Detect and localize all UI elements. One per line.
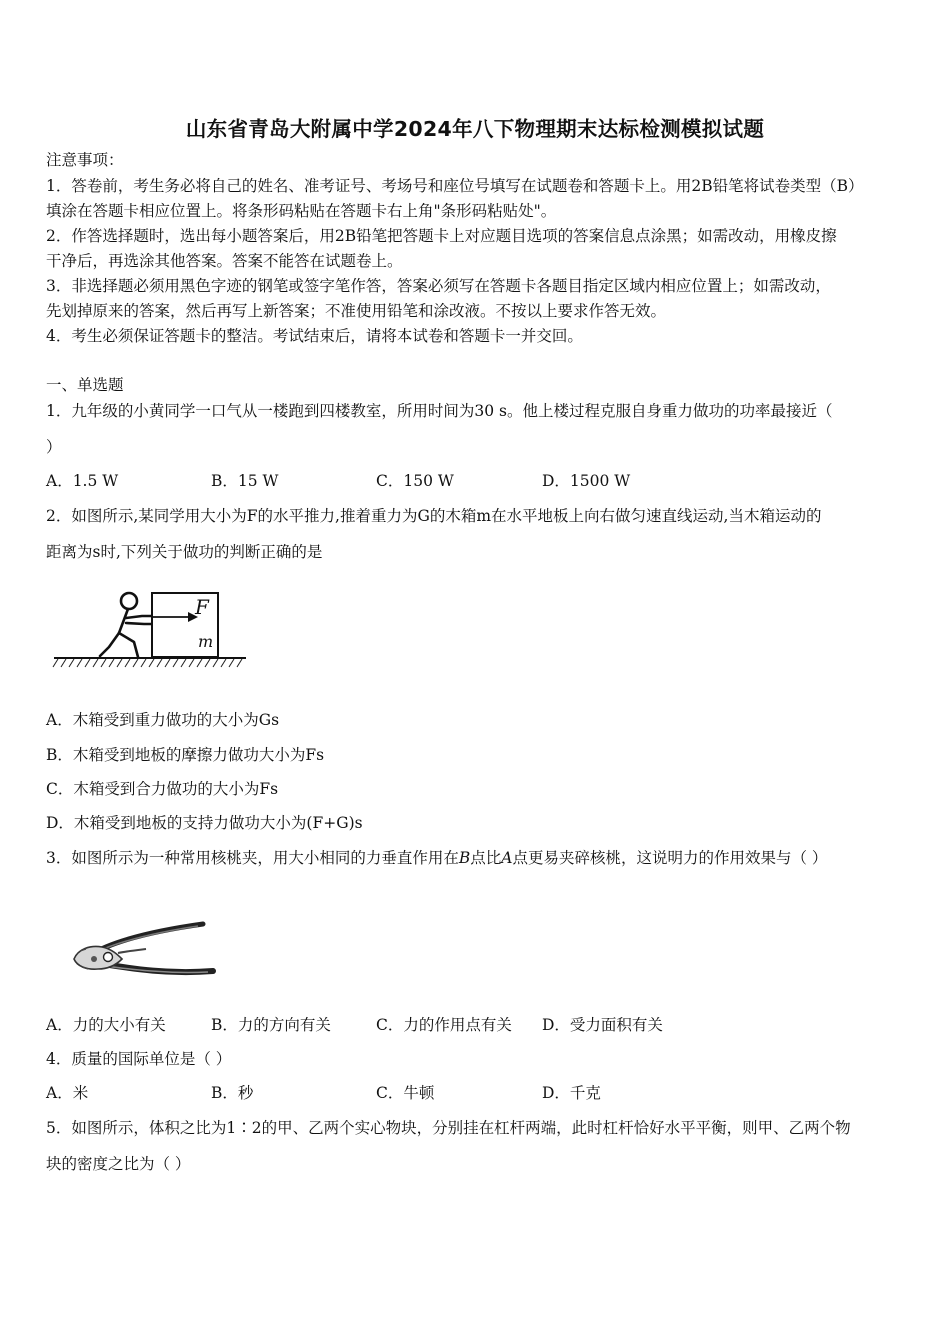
q2-stem-line2: 距离为s时,下列关于做功的判断正确的是 bbox=[46, 543, 323, 561]
notice-line: 先划掉原来的答案，然后再写上新答案；不准使用铅笔和涂改液。不按以上要求作答无效。 bbox=[46, 302, 667, 320]
notice-line: 填涂在答题卡相应位置上。将条形码粘贴在答题卡右上角"条形码粘贴处"。 bbox=[46, 202, 557, 220]
notice-line: 3．非选择题必须用黑色字迹的钢笔或签字笔作答，答案必须写在答题卡各题目指定区域内相应位置上；如需改动， bbox=[46, 277, 831, 295]
q1-option-a: A．1.5 W bbox=[46, 472, 119, 490]
q2-stem-line1: 2．如图所示,某同学用大小为F的水平推力,推着重力为G的木箱m在水平地板上向右做匀速直线运动,当木箱运动的 bbox=[46, 507, 822, 525]
notice-line: 2．作答选择题时，选出每小题答案后，用2B铅笔把答题卡上对应题目选项的答案信息点涂黑；如需改动，用橡皮擦 bbox=[46, 227, 837, 245]
q3-stem-part1: 3．如图所示为一种常用核桃夹，用大小相同的力垂直作用在 bbox=[46, 849, 459, 867]
page-title: 山东省青岛大附属中学2024年八下物理期末达标检测模拟试题 bbox=[185, 117, 765, 141]
notice-heading: 注意事项： bbox=[46, 151, 124, 169]
q5-stem-line2: 块的密度之比为（ ） bbox=[46, 1155, 191, 1173]
q3-option-d: D．受力面积有关 bbox=[542, 1016, 663, 1034]
q4-option-a: A．米 bbox=[46, 1084, 89, 1102]
q3-stem-part3: 点更易夹碎核桃，这说明力的作用效果与（ ） bbox=[512, 849, 828, 867]
q2-option-c: C．木箱受到合力做功的大小为Fs bbox=[46, 780, 279, 798]
q5-stem-line1: 5．如图所示，体积之比为1∶2的甲、乙两个实心物块，分别挂在杠杆两端，此时杠杆恰好水平平衡，则甲、乙两个物 bbox=[46, 1119, 851, 1137]
q3-nutcracker-figure bbox=[68, 915, 218, 985]
q1-option-b: B．15 W bbox=[211, 472, 279, 490]
section-heading: 一、单选题 bbox=[46, 376, 124, 394]
q3-stem bbox=[46, 848, 827, 868]
q2-option-a: A．木箱受到重力做功的大小为Gs bbox=[46, 711, 280, 729]
q2-push-box-figure bbox=[52, 585, 252, 673]
notice-line: 干净后，再选涂其他答案。答案不能答在试题卷上。 bbox=[46, 252, 403, 270]
notice-line: 1．答卷前，考生务必将自己的姓名、准考证号、考场号和座位号填写在试题卷和答题卡上。用2B铅笔将试卷类型（B） bbox=[46, 177, 864, 195]
q3-stem-part2: 点比 bbox=[470, 849, 502, 867]
q2-option-d: D．木箱受到地板的支持力做功大小为(F+G)s bbox=[46, 814, 363, 832]
q1-option-d: D．1500 W bbox=[542, 472, 631, 490]
q4-option-d: D．千克 bbox=[542, 1084, 601, 1102]
q4-stem: 4．质量的国际单位是（ ） bbox=[46, 1050, 232, 1068]
q3-option-a: A．力的大小有关 bbox=[46, 1016, 166, 1034]
q3-option-c: C．力的作用点有关 bbox=[376, 1016, 512, 1034]
q1-option-c: C．150 W bbox=[376, 472, 454, 490]
q4-option-b: B．秒 bbox=[211, 1084, 254, 1102]
q3-point-b: B bbox=[458, 849, 471, 867]
q2-force-label: F bbox=[195, 595, 209, 619]
q3-point-a: A bbox=[501, 849, 513, 867]
q3-option-b: B．力的方向有关 bbox=[211, 1016, 331, 1034]
q2-mass-label: m bbox=[198, 632, 214, 651]
q4-option-c: C．牛顿 bbox=[376, 1084, 435, 1102]
notice-line: 4．考生必须保证答题卡的整洁。考试结束后，请将本试卷和答题卡一并交回。 bbox=[46, 327, 583, 345]
q1-stem-line1: 1．九年级的小黄同学一口气从一楼跑到四楼教室，所用时间为30 s。他上楼过程克服自身重力做功的功率最接近（ bbox=[46, 402, 833, 420]
q1-stem-line2: ） bbox=[46, 438, 62, 456]
q2-option-b: B．木箱受到地板的摩擦力做功大小为Fs bbox=[46, 746, 325, 764]
